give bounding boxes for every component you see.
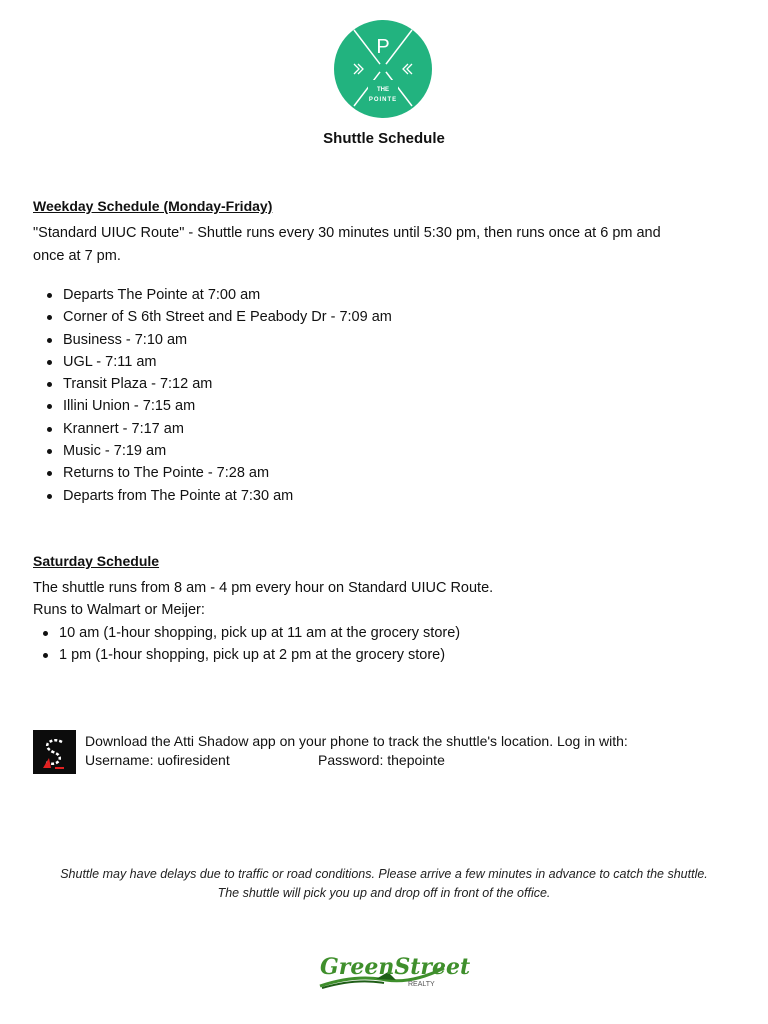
username-credential: Username: uofiresident — [85, 752, 230, 768]
page-title: Shuttle Schedule — [323, 130, 445, 147]
list-item: 10 am (1-hour shopping, pick up at 11 am at the grocery store) — [33, 622, 460, 644]
list-item: Corner of S 6th Street and E Peabody Dr - 7:09 am — [33, 306, 392, 328]
brand-sub: REALTY — [408, 981, 435, 988]
footer-note: Shuttle may have delays due to traffic or road conditions. Please arrive a few minutes in advance to catch the shuttle. The shuttle will pick you up and drop off in front of the office. — [60, 867, 708, 900]
green-street-realty-logo — [316, 950, 471, 994]
list-item: Transit Plaza - 7:12 am — [33, 373, 392, 395]
logo-line1: THE — [377, 87, 389, 93]
password-credential: Password: thepointe — [318, 752, 445, 768]
saturday-trip-list — [33, 622, 460, 667]
list-item: 1 pm (1-hour shopping, pick up at 2 pm at the grocery store) — [33, 644, 460, 666]
list-item: Departs The Pointe at 7:00 am — [33, 284, 392, 306]
list-item: Krannert - 7:17 am — [33, 418, 392, 440]
list-item: Returns to The Pointe - 7:28 am — [33, 462, 392, 484]
saturday-line1: The shuttle runs from 8 am - 4 pm every hour on Standard UIUC Route. — [33, 580, 494, 596]
weekday-stop-list — [33, 284, 392, 507]
list-item: Departs from The Pointe at 7:30 am — [33, 485, 392, 507]
app-instructions — [85, 732, 628, 770]
atti-shadow-app-icon — [33, 730, 76, 774]
brand-name: GreenStreet — [320, 954, 471, 980]
saturday-heading: Saturday Schedule — [33, 553, 160, 569]
list-item: Music - 7:19 am — [33, 440, 392, 462]
logo-letter: P — [376, 36, 390, 58]
list-item: Business - 7:10 am — [33, 329, 392, 351]
list-item: Illini Union - 7:15 am — [33, 395, 392, 417]
app-text: Download the Atti Shadow app on your phone to track the shuttle's location. Log in with: — [85, 733, 628, 749]
the-pointe-logo — [334, 20, 432, 118]
pointe-logo-icon — [334, 20, 432, 118]
list-item: UGL - 7:11 am — [33, 351, 392, 373]
saturday-line2: Runs to Walmart or Meijer: — [33, 602, 205, 618]
weekday-heading: Weekday Schedule (Monday-Friday) — [33, 198, 273, 214]
weekday-intro: "Standard UIUC Route" - Shuttle runs every 30 minutes until 5:30 pm, then runs once at 6 pm and once at 7 pm. — [33, 225, 661, 264]
logo-line2: POINTE — [368, 97, 398, 103]
